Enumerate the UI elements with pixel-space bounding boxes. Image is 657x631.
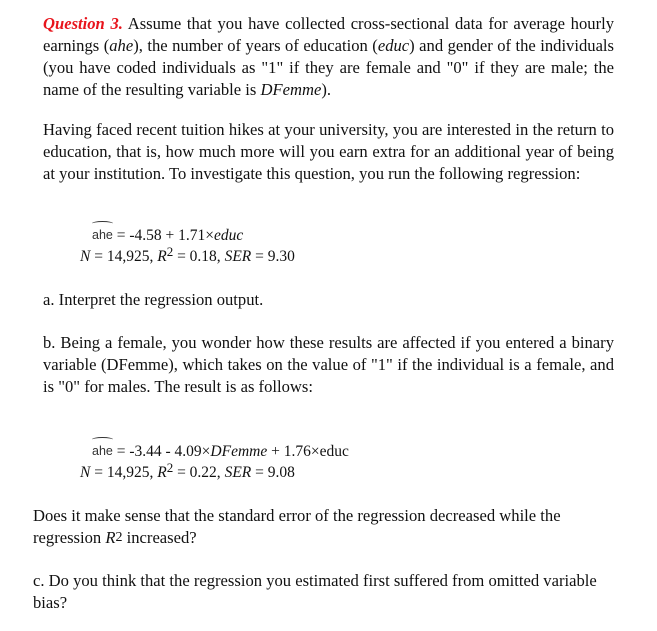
var-educ: educ	[377, 36, 410, 55]
stat-r2-sup: 2	[166, 460, 174, 475]
intro-text: Assume that you have collected cross-sectional data for average hourly earnings (	[43, 14, 615, 55]
stat-r2-label: R	[157, 248, 167, 265]
followup-text: Does it make sense that the standard error of the regression decreased while the regression	[33, 506, 561, 547]
var-dfemme: DFemme	[210, 443, 268, 460]
stat-ser-value: = 9.08	[251, 464, 295, 481]
stat-r2-sup: 2	[166, 244, 174, 259]
question-label: Question 3.	[43, 14, 123, 33]
regression-1-stats	[80, 246, 295, 268]
stat-ser-label: SER	[224, 248, 252, 265]
equation-text: = -3.44 - 4.09×	[112, 443, 211, 460]
stat-n-label: N	[80, 248, 91, 265]
r2-sup: 2	[115, 530, 123, 545]
stat-r2-value: = 0.22,	[173, 464, 225, 481]
ahe-hat: ahe	[92, 222, 113, 246]
stat-ser-label: SER	[224, 464, 252, 481]
stat-n-label: N	[80, 464, 91, 481]
regression-2-stats	[80, 462, 295, 484]
stat-n-value: = 14,925,	[90, 248, 158, 265]
stat-r2-label: R	[157, 464, 167, 481]
part-b: b. Being a female, you wonder how these results are affected if you entered a binary variable (DFemme), which takes on the value of "1" if the individual is a female, and is "0" for males. The result is as follows:	[43, 333, 614, 396]
var-educ: educ	[214, 227, 244, 244]
r2-label: R	[105, 528, 116, 547]
equation-text: + 1.76×educ	[267, 443, 349, 460]
intro-text: ) and gender of the individuals (you have coded individuals as "1" if they are female and "0" if they are male; the name of the resulting variable is	[43, 36, 614, 99]
var-ahe: ahe	[109, 36, 134, 55]
followup-question	[33, 505, 613, 549]
intro-text: ), the number of years of education (	[133, 36, 378, 55]
equation-text: = -4.58 + 1.71×	[112, 227, 214, 244]
stat-ser-value: = 9.30	[251, 248, 295, 265]
followup-text: increased?	[122, 528, 197, 547]
var-dfemme: DFemme	[260, 80, 322, 99]
question-intro	[43, 13, 614, 101]
regression-2-equation	[92, 438, 349, 463]
stat-r2-value: = 0.18,	[173, 248, 225, 265]
ahe-hat: ahe	[92, 438, 113, 462]
intro-text: ).	[321, 80, 332, 99]
context-paragraph: Having faced recent tuition hikes at your university, you are interested in the return to education, that is, how much more will you earn extra for an additional year of being at your institution. To investigate this question, you run the following regression:	[43, 120, 614, 183]
part-c: c. Do you think that the regression you estimated first suffered from omitted variable bias?	[33, 571, 597, 612]
stat-n-value: = 14,925,	[90, 464, 158, 481]
part-a: a. Interpret the regression output.	[43, 290, 264, 309]
